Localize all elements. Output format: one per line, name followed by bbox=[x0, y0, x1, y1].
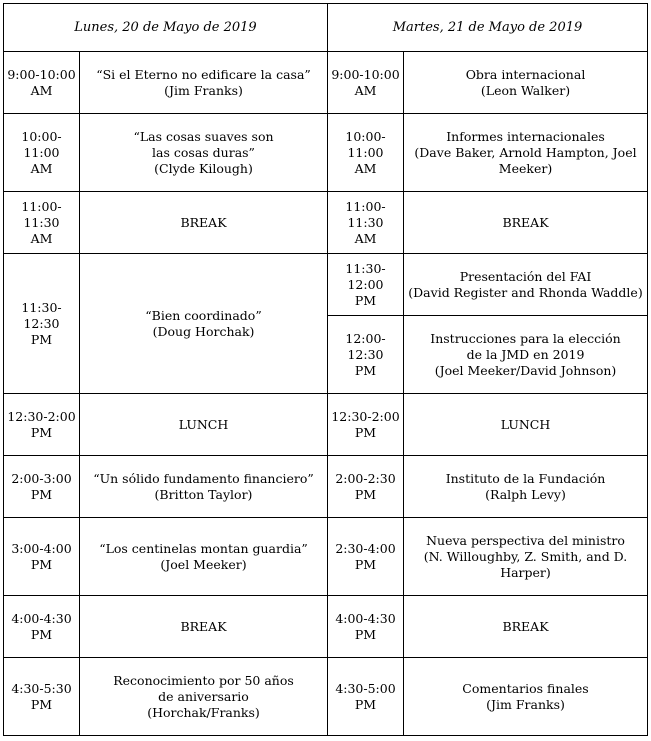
table-row bbox=[4, 394, 648, 456]
time-cell: 4:30-5:30 PM bbox=[4, 658, 80, 736]
session-cell: Nueva perspectiva del ministro (N. Willoughby, Z. Smith, and D. Harper) bbox=[404, 518, 648, 596]
table-row bbox=[4, 52, 648, 114]
session-cell: Comentarios finales (Jim Franks) bbox=[404, 658, 648, 736]
table-row bbox=[4, 456, 648, 518]
session-cell: BREAK bbox=[404, 596, 648, 658]
time-cell: 9:00-10:00 AM bbox=[4, 52, 80, 114]
time-cell: 4:00-4:30 PM bbox=[328, 596, 404, 658]
time-cell: 10:00-11:00 AM bbox=[328, 114, 404, 192]
time-cell: 3:00-4:00 PM bbox=[4, 518, 80, 596]
time-cell: 12:00-12:30 PM bbox=[328, 316, 404, 394]
session-cell: Reconocimiento por 50 años de aniversario (Horchak/Franks) bbox=[80, 658, 328, 736]
time-cell: 2:00-3:00 PM bbox=[4, 456, 80, 518]
time-cell: 11:30-12:00 PM bbox=[328, 254, 404, 316]
time-cell: 2:00-2:30 PM bbox=[328, 456, 404, 518]
table-row bbox=[4, 596, 648, 658]
table-row bbox=[4, 518, 648, 596]
session-cell: “Si el Eterno no edificare la casa” (Jim Franks) bbox=[80, 52, 328, 114]
tuesday-header: Martes, 21 de Mayo de 2019 bbox=[328, 4, 648, 52]
session-cell: BREAK bbox=[404, 192, 648, 254]
session-cell: Obra internacional (Leon Walker) bbox=[404, 52, 648, 114]
table-row bbox=[4, 254, 648, 316]
monday-header: Lunes, 20 de Mayo de 2019 bbox=[4, 4, 328, 52]
time-cell: 9:00-10:00 AM bbox=[328, 52, 404, 114]
session-cell: LUNCH bbox=[80, 394, 328, 456]
session-cell: Informes internacionales (Dave Baker, Arnold Hampton, Joel Meeker) bbox=[404, 114, 648, 192]
session-cell: “Las cosas suaves son las cosas duras” (Clyde Kilough) bbox=[80, 114, 328, 192]
table-row bbox=[4, 192, 648, 254]
time-cell: 4:30-5:00 PM bbox=[328, 658, 404, 736]
session-cell: Presentación del FAI (David Register and Rhonda Waddle) bbox=[404, 254, 648, 316]
time-cell: 12:30-2:00 PM bbox=[328, 394, 404, 456]
table-row bbox=[4, 658, 648, 736]
session-cell: Instituto de la Fundación (Ralph Levy) bbox=[404, 456, 648, 518]
time-cell: 12:30-2:00 PM bbox=[4, 394, 80, 456]
session-cell: BREAK bbox=[80, 192, 328, 254]
session-cell: Instrucciones para la elección de la JMD en 2019 (Joel Meeker/David Johnson) bbox=[404, 316, 648, 394]
session-cell: LUNCH bbox=[404, 394, 648, 456]
time-cell: 2:30-4:00 PM bbox=[328, 518, 404, 596]
header-row bbox=[4, 4, 648, 52]
time-cell: 10:00-11:00 AM bbox=[4, 114, 80, 192]
time-cell: 11:00-11:30 AM bbox=[328, 192, 404, 254]
session-cell: BREAK bbox=[80, 596, 328, 658]
time-cell: 4:00-4:30 PM bbox=[4, 596, 80, 658]
session-cell: “Un sólido fundamento financiero” (Britton Taylor) bbox=[80, 456, 328, 518]
schedule-table bbox=[3, 3, 648, 736]
table-row bbox=[4, 114, 648, 192]
time-cell: 11:30-12:30 PM bbox=[4, 254, 80, 394]
session-cell: “Bien coordinado” (Doug Horchak) bbox=[80, 254, 328, 394]
session-cell: “Los centinelas montan guardia” (Joel Meeker) bbox=[80, 518, 328, 596]
time-cell: 11:00-11:30 AM bbox=[4, 192, 80, 254]
